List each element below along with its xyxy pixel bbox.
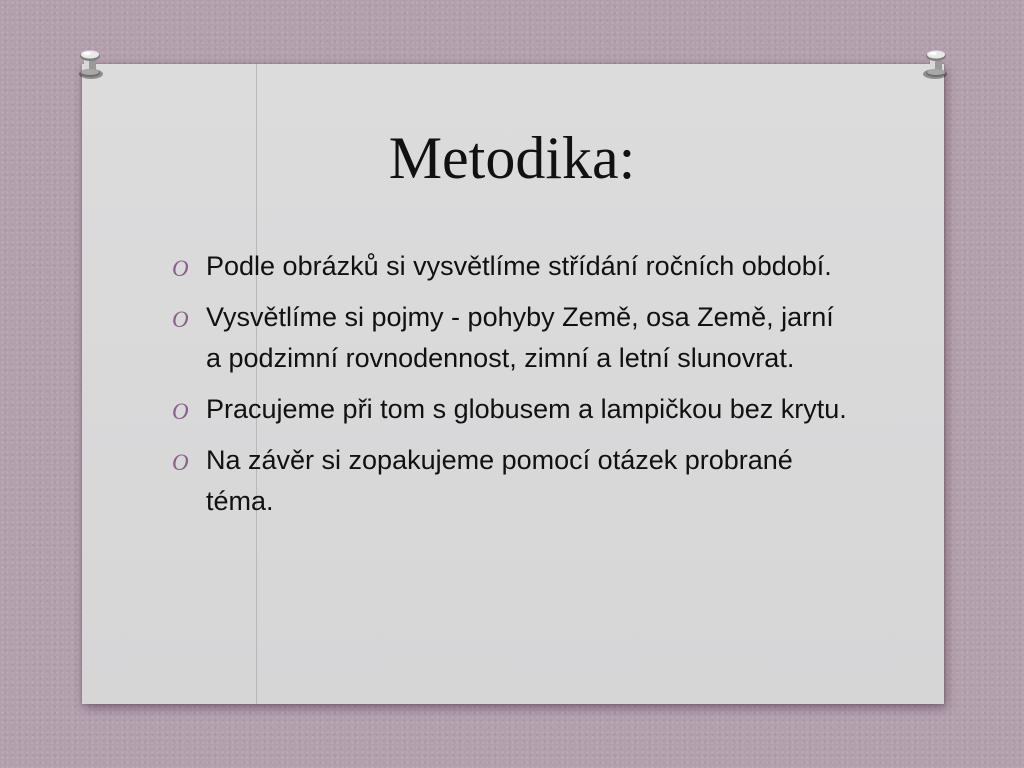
pushpin-icon (918, 42, 954, 86)
bullet-text: Pracujeme při tom s globusem a lampičkou bez krytu. (206, 394, 847, 424)
bullet-text: Podle obrázků si vysvětlíme střídání ročních období. (206, 251, 832, 281)
letter-o-bullet-icon: O (172, 307, 189, 332)
letter-o-bullet-icon: O (172, 450, 189, 475)
bullet-item (172, 389, 852, 430)
letter-o-bullet-icon: O (172, 399, 189, 424)
bullet-item (172, 440, 852, 522)
bullet-text: Vysvětlíme si pojmy - pohyby Země, osa Země, jarní a podzimní rovnodennost, zimní a letní slunovrat. (206, 302, 834, 373)
bullet-list (172, 246, 852, 532)
pushpin-icon (72, 42, 108, 86)
bullet-text: Na závěr si zopakujeme pomocí otázek probrané téma. (206, 445, 793, 516)
bullet-item (172, 246, 852, 287)
letter-o-bullet-icon: O (172, 256, 189, 281)
slide-title: Metodika: (388, 125, 636, 191)
bullet-item (172, 297, 852, 379)
